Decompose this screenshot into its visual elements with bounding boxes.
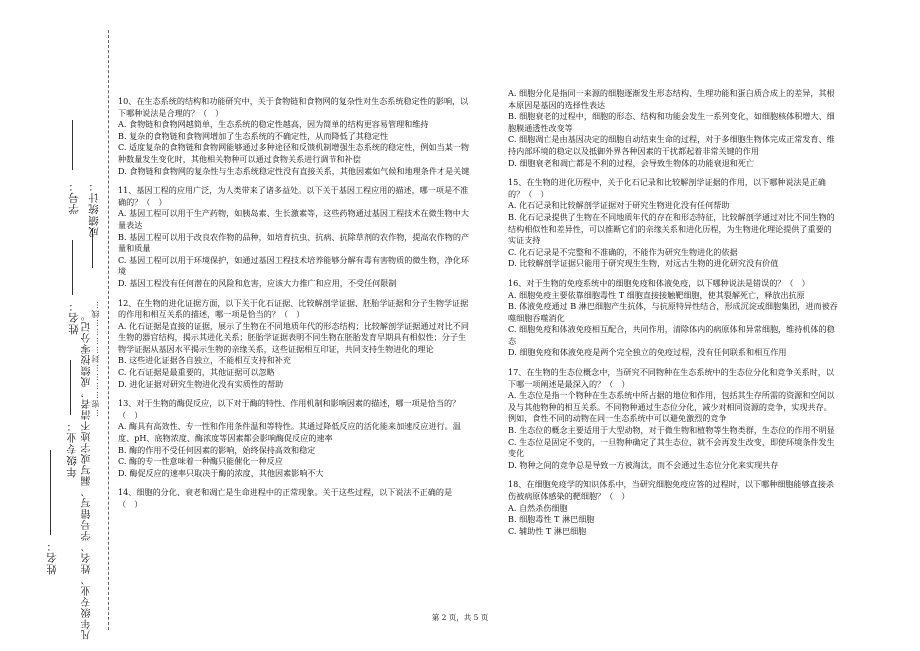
score-label: 成绩统计： [88, 180, 100, 238]
option-a: A. 化石证据是直接的证据，展示了生物在不同地质年代的形态结构；比较解剖学证据通过对比不同生物的器官结构，揭示其进化关系；胚胎学证据表明不同生物在胚胎发育早期具有相似性；分子生物学证据从基因水平揭示生物的亲缘关系，这些证据相互印证，共同支持生物进化的理论 [118, 320, 469, 354]
option-a: A. 食物链和食物网越简单，生态系统的稳定性越高，因为简单的结构更容易管理和维持 [118, 119, 429, 130]
question-16 [508, 278, 838, 359]
question-stem: 18、在细胞免疫学的知识体系中，当研究细胞免疫应答的过程时，以下哪种细胞能够直接杀伤被病原体感染的靶细胞？（ ） [508, 479, 834, 501]
question-stem: 12、在生物的进化证据方面，以下关于化石证据、比较解剖学证据、胚胎学证据和分子生物学证据的作用和相互关系的描述，哪一项是恰当的？（ ） [118, 297, 469, 320]
option-a: A. 细胞免疫主要依靠细胞毒性 T 细胞直接接触靶细胞，使其裂解死亡，释放出抗原 [508, 289, 805, 300]
question-11 [118, 185, 470, 289]
question-12 [118, 298, 470, 391]
question-stem: 11、基因工程的应用广泛，为人类带来了诸多益处。以下关于基因工程应用的描述，哪一项是不准确的？（ ） [118, 185, 469, 207]
option-c: C. 细胞免疫和体液免疫相互配合，共同作用，清除体内的病原体和异常细胞，维持机体的稳态 [508, 324, 835, 346]
question-stem: 14、细胞的分化、衰老和凋亡是生命进程中的正常现象。关于这些过程，以下说法不正确的是（ ） [118, 487, 453, 509]
option-c: C. 化石记录是不完整和不准确的，不能作为研究生物进化的依据 [508, 246, 738, 257]
option-a: A. 自然杀伤细胞 [508, 502, 568, 513]
student-id-line [72, 120, 73, 170]
option-d: D. 基因工程没有任何潜在的风险和危害，应该大力推广和应用，不受任何限制 [118, 277, 397, 288]
binding-strip [20, 150, 100, 640]
option-b: B. 生态位的概念主要适用于大型动物，对于微生物和植物等生物类群，生态位的作用不明显 [508, 425, 835, 436]
question-stem: 16、对于生物的免疫系统中的细胞免疫和体液免疫，以下哪种说法是错误的？（ ） [508, 277, 810, 288]
seal-line-text: …密…………封…………线… [91, 300, 100, 417]
option-b: B. 基因工程可以用于改良农作物的品种，如培育抗虫、抗病、抗除草剂的农作物，提高农作物的产量和质量 [118, 231, 470, 254]
question-stem: 10、在生态系统的结构和功能研究中，关于食物链和食物网的复杂性对生态系统稳定性的影响，以下哪种说法是合理的？（ ） [118, 96, 469, 118]
question-stem: 13、对于生物的酶促反应，以下对于酶的特性、作用机制和影响因素的描述，哪一项是恰当的？（ ） [118, 398, 461, 420]
option-a: A. 细胞分化是指同一来源的细胞逐渐发生形态结构、生理功能和蛋白质合成上的差异，其根本原因是基因的选择性表达 [508, 88, 835, 110]
option-b: B. 复杂的食物链和食物网增加了生态系统的不确定性，从而降低了其稳定性 [118, 130, 389, 141]
option-a: A. 化石记录和比较解剖学证据对于研究生物进化没有任何帮助 [508, 200, 730, 211]
question-18 [508, 479, 838, 537]
question-17 [508, 367, 838, 471]
option-c: C. 辅助性 T 淋巴细胞 [508, 525, 587, 536]
name-bottom-label: 姓名： [46, 540, 58, 575]
option-c: C. 细胞凋亡是由基因决定的细胞自动结束生命的过程，对于多细胞生物体完成正常发育、维持内部环境的稳定以及抵御外界各种因素的干扰都起着非常关键的作用 [508, 134, 835, 156]
option-d: D. 酶促反应的速率只取决于酶的浓度，其他因素影响不大 [118, 467, 324, 478]
option-d: D. 物种之间的竞争总是导致一方被淘汰，而不会通过生态位分化来实现共存 [508, 459, 779, 470]
option-d: D. 细胞衰老和凋亡都是不利的过程，会导致生物体的功能衰退和死亡 [508, 157, 755, 168]
question-13 [118, 398, 470, 479]
option-b: B. 细胞毒性 T 淋巴细胞 [508, 514, 595, 525]
name-bottom-line [50, 450, 51, 535]
major-line [70, 360, 71, 415]
option-b: B. 化石记录提供了生物在不同地质年代的存在和形态特征，比较解剖学通过对比不同生物的结构相似性和差异性，可以推断它们的亲缘关系和进化历程，为生物进化理论提供了重要的实证支持 [508, 211, 835, 246]
seal-dashed-line [108, 30, 109, 630]
option-c: C. 化石证据是最重要的，其他证据可以忽略 [118, 367, 275, 378]
left-column [118, 96, 470, 519]
score-line [92, 228, 93, 268]
option-a: A. 基因工程可以用于生产药物，如胰岛素、生长激素等，这些药物通过基因工程技术在微生物中大量表达 [118, 208, 469, 230]
option-a: A. 生态位是指一个物种在生态系统中所占据的地位和作用，包括其生存所需的资源和空间以及与其他物种的相互关系。不同物种通过生态位分化，减少对相同资源的竞争，实现共存。例如，食性不同的动物在同一生态系统中可以避免激烈的竞争 [508, 390, 835, 424]
question-stem: 15、在生物的进化历程中，关于化石记录和比较解剖学证据的作用，以下哪种说法是正确的？（ ） [508, 177, 826, 199]
student-id-label: 学号： [68, 180, 80, 215]
page-footer: 第 2 页，共 5 页 [431, 613, 489, 622]
option-d: D. 食物链和食物网的复杂性与生态系统稳定性没有直接关系，其他因素如气候和地理条件才是关键 [118, 165, 470, 176]
right-column [508, 88, 838, 545]
name-label: 姓名： [68, 300, 80, 335]
option-a: A. 酶具有高效性、专一性和作用条件温和等特性。其通过降低反应的活化能来加速反应进行。温度、pH、底物浓度、酶浓度等因素都会影响酶促反应的速率 [118, 421, 461, 444]
option-c: C. 生态位是固定不变的，一旦物种确定了其生态位，就不会再发生改变，即使环境条件发生变化 [508, 436, 835, 459]
option-b: B. 酶的作用不受任何因素的影响，始终保持高效和稳定 [118, 444, 316, 455]
question-14-options [508, 88, 838, 169]
option-d: D. 进化证据对研究生物进化没有实质性的帮助 [118, 378, 284, 389]
option-b: B. 体液免疫通过 B 淋巴细胞产生抗体，与抗原特异性结合，形成沉淀或细胞集团，进而被吞噬细胞吞噬消化 [508, 301, 838, 323]
option-d: D. 细胞免疫和体液免疫是两个完全独立的免疫过程，没有任何联系和相互作用 [508, 347, 787, 358]
option-d: D. 比较解剖学证据只能用于研究现生生物，对远古生物的进化研究没有价值 [508, 258, 779, 269]
major-label: 年级专业： [66, 420, 78, 478]
question-15 [508, 177, 838, 270]
notice-text: 凡年级专业、姓名、学号错写、漏写或字迹不清者，成绩按零分记。 [82, 310, 93, 640]
option-c: C. 酶的专一性意味着一种酶只能催化一种反应 [118, 456, 283, 467]
option-b: B. 细胞衰老的过程中，细胞的形态、结构和功能会发生一系列变化，如细胞核体积增大、细胞膜通透性改变等 [508, 111, 835, 133]
option-b: B. 这些进化证据各自独立，不能相互支持和补充 [118, 355, 291, 366]
question-14 [118, 487, 470, 510]
question-10 [118, 96, 470, 177]
question-stem: 17、在生物的生态位概念中，当研究不同物种在生态系统中的生态位分化和竞争关系时，以下哪一项阐述是最深入的？（ ） [508, 367, 834, 389]
option-c: C. 适度复杂的食物链和食物网能够通过多种途径和反馈机制增强生态系统的稳定性，例如当某一物种数量发生变化时，其他相关物种可以通过食物关系进行调节和补偿 [118, 142, 469, 164]
name-line [72, 240, 73, 295]
option-c: C. 基因工程可以用于环境保护，如通过基因工程技术培养能够分解有毒有害物质的微生物，净化环境 [118, 254, 469, 277]
